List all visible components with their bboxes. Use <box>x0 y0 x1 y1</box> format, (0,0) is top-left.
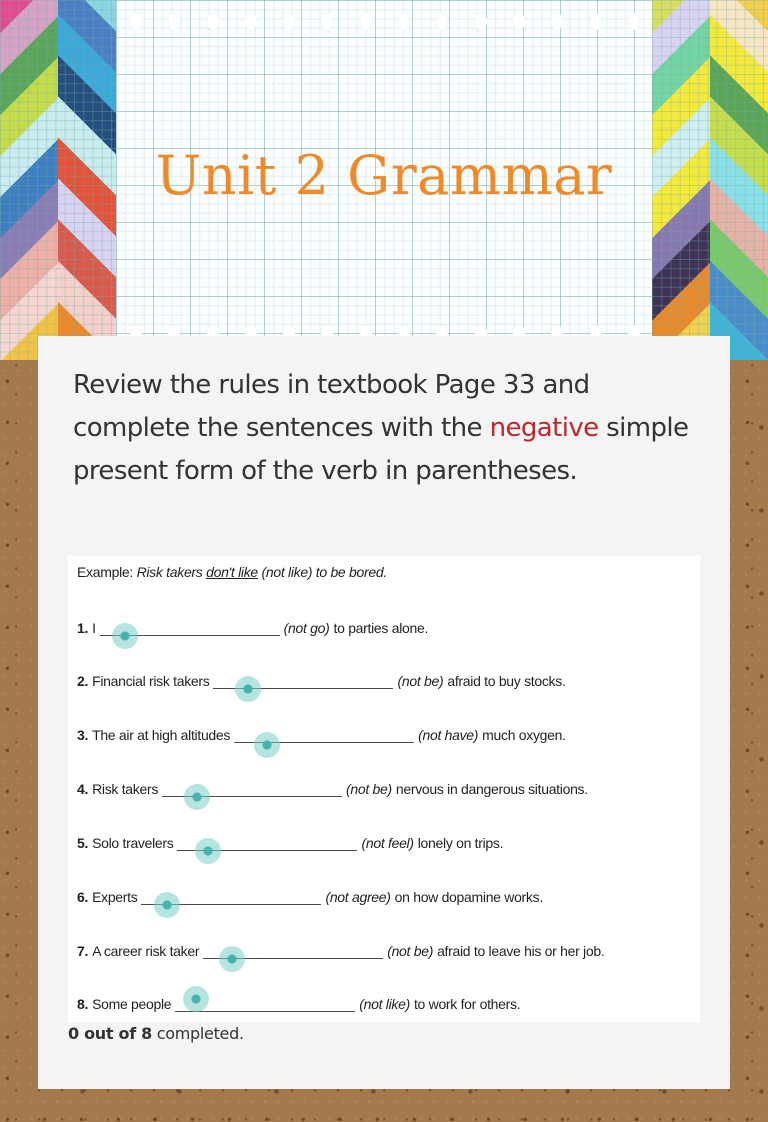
answer-blank-6[interactable] <box>141 885 321 905</box>
drop-target-dot-icon[interactable] <box>254 732 280 758</box>
exercise-item-6: 6. Experts (not agree) on how dopamine works. <box>77 885 543 905</box>
punch-hole <box>513 13 525 30</box>
exercise-card <box>38 336 730 1089</box>
exercise-item-1: 1. I (not go) to parties alone. <box>77 616 428 636</box>
punch-hole <box>283 13 295 30</box>
punch-hole <box>628 13 640 30</box>
punch-holes-top <box>130 13 640 33</box>
drop-target-dot-icon[interactable] <box>219 946 245 972</box>
completion-status: 0 out of 8 completed. <box>68 1024 244 1043</box>
answer-blank-1[interactable] <box>100 616 280 636</box>
punch-hole <box>436 13 448 30</box>
punch-hole <box>360 13 372 30</box>
punch-hole <box>398 13 410 30</box>
highlight-negative: negative <box>489 413 599 443</box>
answer-blank-5[interactable] <box>177 831 357 851</box>
exercise-item-4: 4. Risk takers (not be) nervous in dangerous situations. <box>77 777 588 797</box>
exercise-item-7: 7. A career risk taker (not be) afraid to leave his or her job. <box>77 939 604 959</box>
punch-hole <box>475 13 487 30</box>
drop-target-dot-icon[interactable] <box>195 838 221 864</box>
drop-target-dot-icon[interactable] <box>184 784 210 810</box>
punch-hole <box>321 13 333 30</box>
exercise-item-2: 2. Financial risk takers (not be) afraid to buy stocks. <box>77 669 566 689</box>
answer-blank-4[interactable] <box>162 777 342 797</box>
punch-hole <box>130 13 142 30</box>
answer-blank-8[interactable] <box>175 992 355 1012</box>
punch-hole <box>551 13 563 30</box>
header-banner <box>0 0 768 360</box>
exercise-item-3: 3. The air at high altitudes (not have) much oxygen. <box>77 723 566 743</box>
exercise-item-8: 8. Some people (not like) to work for others. <box>77 992 520 1012</box>
drop-target-dot-icon[interactable] <box>235 676 261 702</box>
worksheet <box>68 556 700 1022</box>
chevron-pattern-right <box>652 0 768 360</box>
punch-hole <box>168 13 180 30</box>
drop-target-dot-icon[interactable] <box>112 623 138 649</box>
example-sentence: Example: Risk takers don't like (not like) to be bored. <box>77 564 387 580</box>
page-title: Unit 2 Grammar <box>155 144 613 207</box>
punch-hole <box>207 13 219 30</box>
example-answer: don't like <box>206 564 258 580</box>
answer-blank-3[interactable] <box>234 723 414 743</box>
punch-hole <box>590 13 602 30</box>
exercise-item-5: 5. Solo travelers (not feel) lonely on trips. <box>77 831 503 851</box>
completion-count: 0 out of 8 <box>68 1024 152 1043</box>
drop-target-dot-icon[interactable] <box>183 986 209 1012</box>
answer-blank-7[interactable] <box>203 939 383 959</box>
chevron-pattern-left <box>0 0 116 360</box>
punch-hole <box>245 13 257 30</box>
answer-blank-2[interactable] <box>213 669 393 689</box>
instructions-text: Review the rules in textbook Page 33 and complete the sentences with the negative simple present form of the verb in parentheses. <box>73 370 689 486</box>
drop-target-dot-icon[interactable] <box>154 892 180 918</box>
